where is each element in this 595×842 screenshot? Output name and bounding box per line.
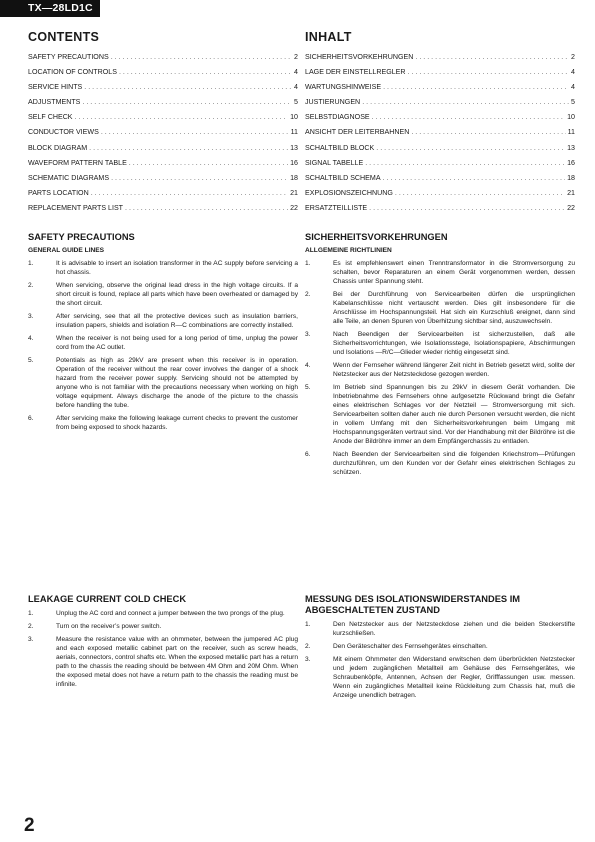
toc-entry[interactable]: EXPLOSIONSZEICHNUNG . . . 21 <box>305 186 575 201</box>
sicherheit-title: SICHERHEITSVORKEHRUNGEN <box>305 232 448 242</box>
list-item: 5. Potentials as high as 29kV are present when this receiver is in operation. Operation of the receiver without the rear cover involves the danger of a shock hazard from the receiver power supply. Servicing should not be attempted by anyone who is not familiar with the precautions necessary when working on high voltage equipment. Always discharge the anode of the picture to the chassis before handling the tube. <box>28 357 298 409</box>
toc-entry[interactable]: SERVICE HINTS . . . 4 <box>28 80 298 95</box>
list-item: 4. Wenn der Fernseher während längerer Zeit nicht in Betrieb gesetzt wird, sollte der Netzstecker aus der Netzsteckdose gezogen werden. <box>305 362 575 378</box>
list-item: 3. Mit einem Ohmmeter den Widerstand erwitschen dem überbrückten Netzstecker und jedem zugänglichen Metallteil am Gehäuse des Fernsehgerätes, wie Schraubenköpfe, Antennen, Achsen der Regler, Grifffassungen usw. messen. Wenn ein zugängliches Metallteil keine Rückleitung zum Chassis hat, muß die Anzeige unendlich betragen. <box>305 656 575 699</box>
list-item: 1. Es ist empfehlenswert einen Trenntransformator in die Stromversorgung zu schalten, bevor Reparaturen an einem Gerät vorgenommen werden, dessen Chassis unter Spannung steht. <box>305 260 575 285</box>
list-item: 2. Den Geräteschalter des Fernsehgerätes einschalten. <box>305 643 488 650</box>
toc-entry[interactable]: SELBSTDIAGNOSE . . . 10 <box>305 110 575 125</box>
leakage-title: LEAKAGE CURRENT COLD CHECK <box>28 594 187 604</box>
inhalt-section <box>305 30 575 232</box>
page-number: 2 <box>24 815 35 836</box>
model-header-tab <box>0 0 100 17</box>
list-item: 5. Im Betrieb sind Spannungen bis zu 29kV in diesem Gerät vorhanden. Die Inbetriebnahme des Fernsehers ohne aufgesetzte Rückwand bringt die Gefahr eines elektrischen Schlages vor der Netzteil — Stromversorgung mit sich. Servicearbeiten sollten daher auch nie durch Personen versucht werden, die nicht in vollem Umfang mit den Sicherheitsvorkehrungen beim Umgang mit Hochspannungsgeräten vertraut sind. Vor der Handhabung mit der Bildröhre ist die Anode der Bildröhre immer an dem Empfängerchassis zu entladen. <box>305 384 575 445</box>
leakage-section <box>28 594 298 689</box>
toc-entry[interactable]: LOCATION OF CONTROLS . . . 4 <box>28 65 298 80</box>
german-column <box>305 30 575 704</box>
toc-entry[interactable]: PARTS LOCATION . . . 21 <box>28 186 298 201</box>
list-item: 1. Den Netzstecker aus der Netzsteckdose ziehen und die beiden Steckerstifte kurzschließen. <box>305 621 575 637</box>
safety-title: SAFETY PRECAUTIONS <box>28 232 135 242</box>
messung-section <box>305 594 575 700</box>
english-column <box>28 30 298 693</box>
contents-title: CONTENTS <box>28 30 100 44</box>
sicherheit-section <box>305 232 575 594</box>
toc-entry[interactable]: ADJUSTMENTS . . . 5 <box>28 95 298 110</box>
toc-entry[interactable]: WARTUNGSHINWEISE . . . 4 <box>305 80 575 95</box>
list-item: 1. It is advisable to insert an isolation transformer in the AC supply before servicing a hot chassis. <box>28 260 298 276</box>
list-item: 6. After servicing make the following leakage current checks to prevent the customer from being exposed to shock hazards. <box>28 415 298 431</box>
toc-list <box>28 50 298 216</box>
toc-entry[interactable]: LAGE DER EINSTELLREGLER . . . 4 <box>305 65 575 80</box>
list-item: 3. Nach Beendigen der Servicearbeiten ist sicherzustellen, daß alle Sicherheitsvorrichtungen, wie Isolationsstege, Isolationspapiere, Abschirmungen und Isolations —R/C—Glieder wieder richtig eingesetzt sind. <box>305 331 575 356</box>
toc-entry[interactable]: ERSATZTEILLISTE . . . 22 <box>305 201 575 216</box>
messung-title: MESSUNG DES ISOLATIONSWIDERSTANDES IM ABGESCHALTETEN ZUSTAND <box>305 594 521 615</box>
toc-entry[interactable]: CONDUCTOR VIEWS . . . 11 <box>28 125 298 140</box>
model-number: TX—28LD1C <box>28 2 93 14</box>
toc-entry[interactable]: SICHERHEITSVORKEHRUNGEN . . . 2 <box>305 50 575 65</box>
list-item: 6. Nach Beenden der Servicearbeiten sind die folgenden Kriechstrom—Prüfungen durchzuführen, um den Kunden vor der Gefahr eines elektrischen Schlages zu schützen. <box>305 451 575 476</box>
list-item: 2. Bei der Durchführung von Servicearbeiten dürfen die ursprünglichen Kabelanschlüsse nicht vertauscht werden. Dies gilt insbesondere für die Anschlüsse im Hochspannungsteil. Hat sich ein Kurzschluß ereignet, dann sind alle Teile, an denen Spuren von Überhitzung sichtbar sind, auszuwechseln. <box>305 291 575 325</box>
contents-section <box>28 30 298 232</box>
toc-entry[interactable]: SAFETY PRECAUTIONS . . . 2 <box>28 50 298 65</box>
toc-entry[interactable]: SELF CHECK . . . 10 <box>28 110 298 125</box>
guide-title: GENERAL GUIDE LINES <box>28 247 105 254</box>
toc-entry[interactable]: SCHEMATIC DIAGRAMS . . . 18 <box>28 171 298 186</box>
list-item: 1. Unplug the AC cord and connect a jumper between the two prongs of the plug. <box>28 610 285 617</box>
list-item: 3. Measure the resistance value with an ohmmeter, between the jumpered AC plug and each exposed metallic cabinet part on the receiver, such as screw heads, aerials, connectors, control shafts etc. When the exposed metallic part has a return path to the chassis the reading should be between 4M Ohm and 20M Ohm. When the exposed metal does not have a return path to the chassis the reading must be infinite. <box>28 636 298 688</box>
toc-entry[interactable]: BLOCK DIAGRAM . . . 13 <box>28 141 298 156</box>
toc-entry[interactable]: SCHALTBILD BLOCK . . . 13 <box>305 141 575 156</box>
toc-list <box>305 50 575 216</box>
richtlinien-title: ALLGEMEINE RICHTLINIEN <box>305 247 392 254</box>
list-item: 4. When the receiver is not being used for a long period of time, unplug the power cord from the AC outlet. <box>28 335 298 351</box>
toc-entry[interactable]: REPLACEMENT PARTS LIST . . . 22 <box>28 201 298 216</box>
list-item: 3. After servicing, see that all the protective devices such as insulation barriers, insulation papers, shields and isolation R—C combinations are correctly installed. <box>28 313 298 329</box>
toc-entry[interactable]: SIGNAL TABELLE . . . 16 <box>305 156 575 171</box>
toc-entry[interactable]: JUSTIERUNGEN . . . 5 <box>305 95 575 110</box>
list-item: 2. When servicing, observe the original lead dress in the high voltage circuits. If a short circuit is found, replace all parts which have been overheated or damaged by the short circuit. <box>28 282 298 307</box>
toc-entry[interactable]: WAVEFORM PATTERN TABLE . . . 16 <box>28 156 298 171</box>
inhalt-title: INHALT <box>305 30 352 44</box>
toc-entry[interactable]: ANSICHT DER LEITERBAHNEN . . . 11 <box>305 125 575 140</box>
list-item: 2. Turn on the receiver’s power switch. <box>28 623 162 630</box>
toc-entry[interactable]: SCHALTBILD SCHEMA . . . 18 <box>305 171 575 186</box>
safety-section <box>28 232 298 594</box>
